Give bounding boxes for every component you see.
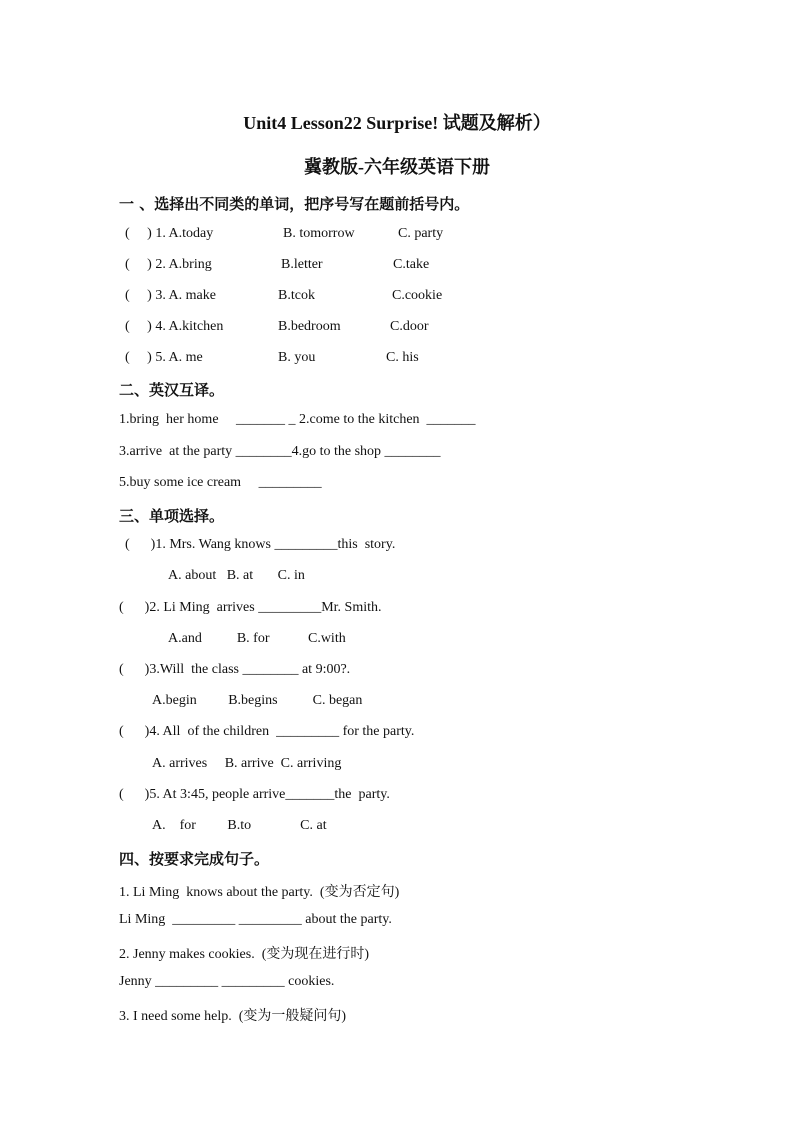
section1-heading: 一 、选择出不同类的单词，把序号写在题前括号内。 <box>119 195 470 213</box>
item-num-choice-a: ( ) 5. A. me <box>125 350 203 365</box>
choice-b: B.letter <box>281 257 323 272</box>
choice-b: B. you <box>278 350 316 365</box>
sentence-line: 1. Li Ming knows about the party. (变为否定句) <box>119 885 400 900</box>
question-text: ( )3.Will the class ________ at 9:00?. <box>119 662 351 677</box>
sentence-line: Li Ming _________ _________ about the party. <box>119 912 392 927</box>
section4-heading: 四、按要求完成句子。 <box>119 850 270 868</box>
page-title: Unit4 Lesson22 Surprise! 试题及解析） <box>243 113 551 133</box>
choice-c: C.cookie <box>392 288 443 303</box>
page-subtitle: 冀教版-六年级英语下册 <box>304 157 490 177</box>
sentence-line: 2. Jenny makes cookies. (变为现在进行时) <box>119 947 370 962</box>
sentence-line: 3. I need some help. (变为一般疑问句) <box>119 1009 347 1024</box>
question-text: ( )1. Mrs. Wang knows _________this story. <box>125 537 396 552</box>
choice-c: C.take <box>393 257 430 272</box>
translation-line: 1.bring her home _______ _ 2.come to the kitchen _______ <box>119 412 476 427</box>
choice-c: C. party <box>398 226 444 241</box>
question-text: ( )2. Li Ming arrives _________Mr. Smith. <box>119 600 382 615</box>
choice-c: C.door <box>390 319 429 334</box>
question-text: ( )5. At 3:45, people arrive_______the party. <box>119 787 390 802</box>
question-options: A. arrives B. arrive C. arriving <box>152 756 342 771</box>
item-num-choice-a: ( ) 3. A. make <box>125 288 216 303</box>
question-text: ( )4. All of the children _________ for the party. <box>119 724 415 739</box>
choice-c: C. his <box>386 350 419 365</box>
question-options: A. about B. at C. in <box>168 568 305 583</box>
item-num-choice-a: ( ) 2. A.bring <box>125 257 212 272</box>
translation-line: 5.buy some ice cream _________ <box>119 475 322 490</box>
sentence-line: Jenny _________ _________ cookies. <box>119 974 335 989</box>
choice-b: B. tomorrow <box>283 226 355 241</box>
choice-b: B.bedroom <box>278 319 341 334</box>
choice-b: B.tcok <box>278 288 315 303</box>
section2-heading: 二、英汉互译。 <box>119 381 225 399</box>
question-options: A.begin B.begins C. began <box>152 693 363 708</box>
translation-line: 3.arrive at the party ________4.go to the shop ________ <box>119 444 441 459</box>
question-options: A. for B.to C. at <box>152 818 327 833</box>
section3-heading: 三、单项选择。 <box>119 507 225 525</box>
item-num-choice-a: ( ) 1. A.today <box>125 226 214 241</box>
item-num-choice-a: ( ) 4. A.kitchen <box>125 319 224 334</box>
question-options: A.and B. for C.with <box>168 631 346 646</box>
